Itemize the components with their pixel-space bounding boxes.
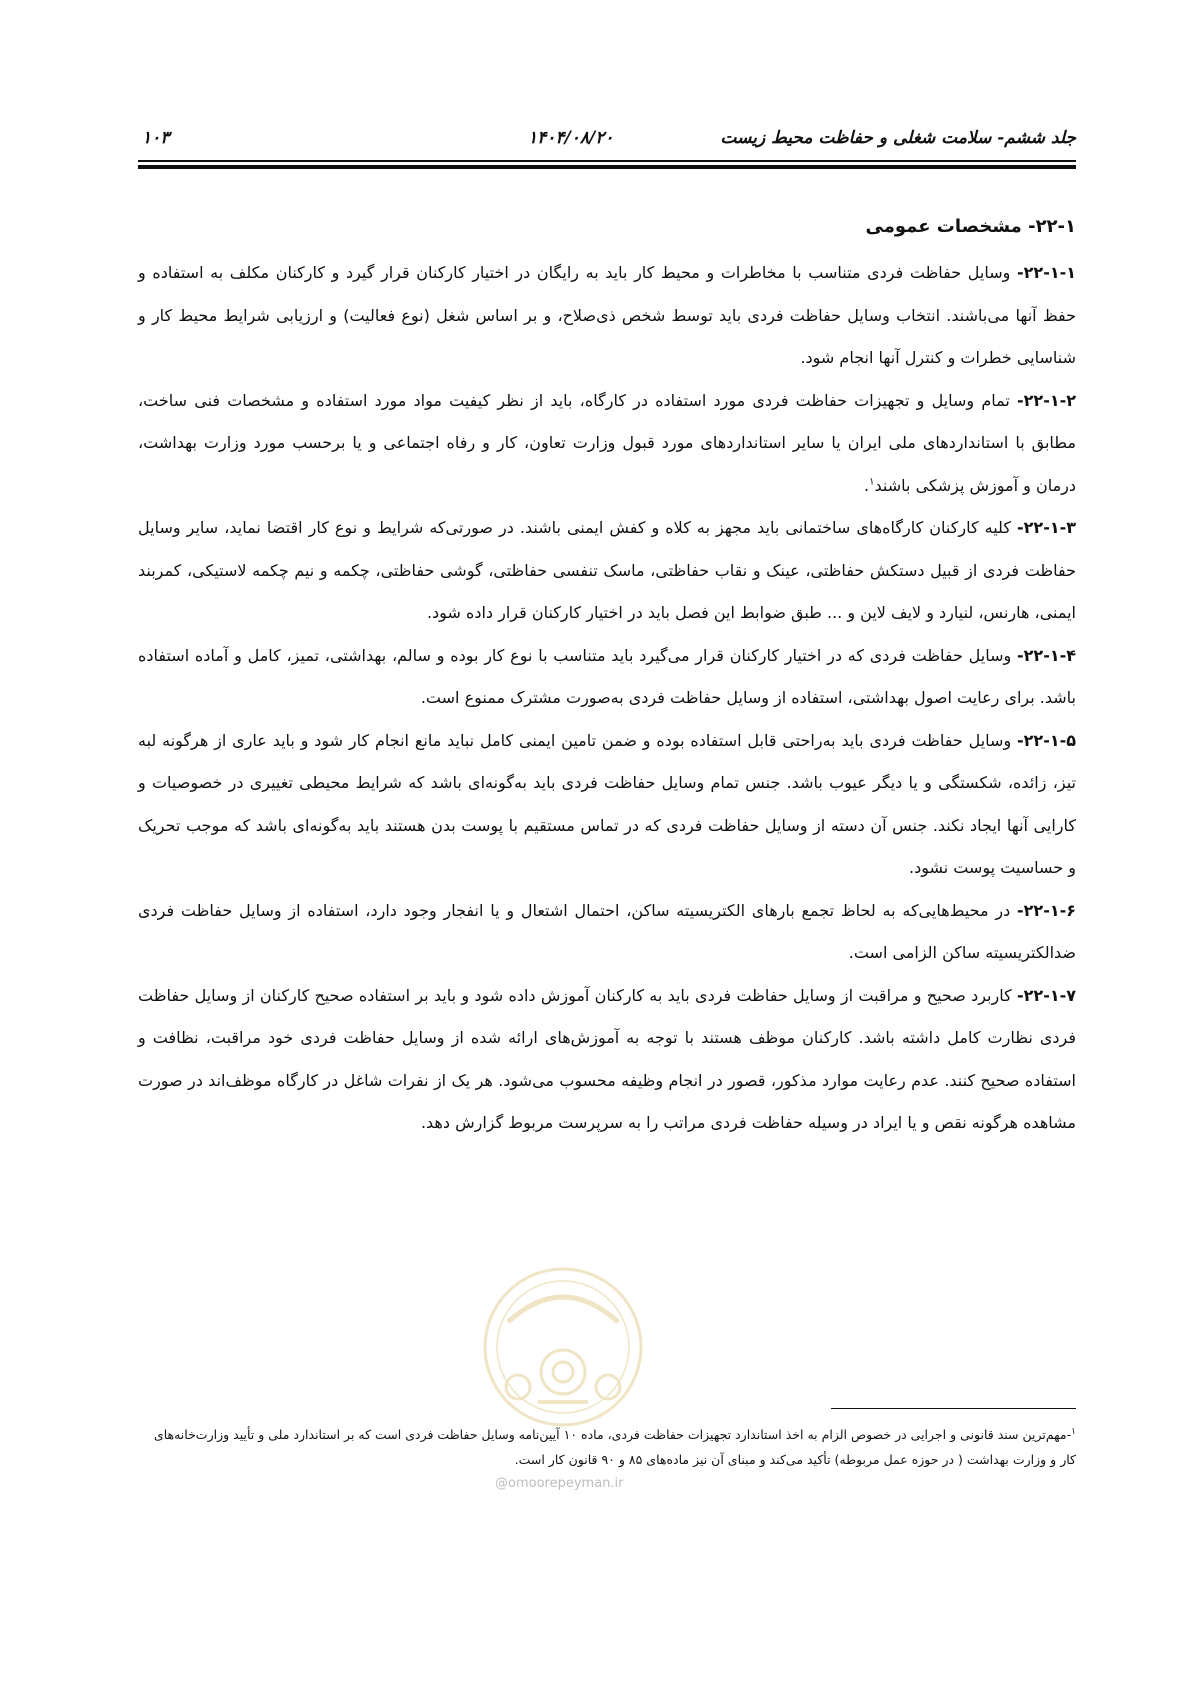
header-title: جلد ششم- سلامت شغلی و حفاظت محیط زیست [720,128,1076,148]
clause-number: ۲۲-۱-۴- [1017,645,1076,665]
clause-number: ۲۲-۱-۶- [1017,900,1076,920]
header-rule-thin [138,160,1076,162]
clause-number: ۲۲-۱-۱- [1017,263,1076,282]
page-number: ۱۰۳ [142,128,170,148]
clause-text: کلیه کارکنان کارگاه‌های ساختمانی باید مجهز به کلاه و کفش ایمنی باشند. در صورتی‌که شرایط و نوع کار اقتضا نماید، سایر وسایل حفاظت فردی از قبیل دستکش حفاظتی، عینک و نقاب حفاظتی، ماسک تنفسی حفاظتی، گوشی حفاظتی، چکمه و نیم چکمه لاستیکی، کمربند ایمنی، هارنس، لنیارد و لایف لاین و ... طبق ضوابط این فصل باید در اختیار کارکنان قرار داده شود. [138,518,1076,622]
paragraph-7 [138,975,1076,1145]
clause-text: کاربرد صحیح و مراقبت از وسایل حفاظت فردی باید به کارکنان آموزش داده شود و باید بر استفاده صحیح کارکنان از وسایل حفاظت فردی نظارت کامل داشته باشد. کارکنان موظف هستند با توجه به آموزش‌های ارائه شده از وسایل حفاظت فردی خود مراقبت، نظافت و استفاده صحیح کنند. عدم رعایت موارد مذکور، قصور در انجام وظیفه محسوب می‌شود. هر یک از نفرات شاغل در کارگاه موظف‌اند در صورت مشاهده هرگونه نقص و یا ایراد در وسیله حفاظت فردی مراتب را به سرپرست مربوط گزارش دهد. [138,985,1076,1132]
clause-text: وسایل حفاظت فردی که در اختیار کارکنان قرار می‌گیرد باید متناسب با نوع کار بوده و سالم، بهداشتی، تمیز، کامل و آماده استفاده باشد. برای رعایت اصول بهداشتی، استفاده از وسایل حفاظت فردی به‌صورت مشترک ممنوع است. [138,645,1076,707]
watermark-url: @omoorepeyman.ir [495,1476,624,1491]
footnote-rule [831,1408,1076,1409]
clause-text: وسایل حفاظت فردی باید به‌راحتی قابل استفاده بوده و ضمن تامین ایمنی کامل نباید مانع انجام کار شود و باید عاری از هرگونه لبه تیز، زائده، شکستگی و یا دیگر عیوب باشد. جنس تمام وسایل حفاظت فردی باید به‌گونه‌ای باشد که شرایط محیطی تغییری در خصوصیات و کارایی آنها ایجاد نکند. جنس آن دسته از وسایل حفاظت فردی که در تماس مستقیم با پوست بدن هستند باید به‌گونه‌ای باشد که موجب تحریک و حساسیت پوست نشود. [138,730,1076,877]
section-heading: ۲۲-۱- مشخصات عمومی [865,216,1076,237]
page-header [138,128,1076,158]
paragraph-5 [138,720,1076,890]
footnote-mark: ۱ [1071,1426,1076,1437]
footnote [138,1422,1076,1472]
paragraph-2: ۲۲-۱-۲- تمام وسایل و تجهیزات حفاظت فردی مورد استفاده در کارگاه، باید از نظر کیفیت مواد مورد استفاده و مشخصات فنی ساخت، مطابق با استانداردهای ملی ایران یا سایر استانداردهای مورد قبول وزارت تعاون، کار و رفاه اجتماعی و یا برحسب مورد وزارت بهداشت، درمان و آموزش پزشکی باشند$^۱$. [138,390,1076,495]
clause-text: در محیط‌هایی‌که به لحاظ تجمع بارهای الکتریسیته ساکن، احتمال اشتعال و یا انفجار وجود دارد، استفاده از وسایل حفاظت فردی ضدالکتریسیته ساکن الزامی است. [138,900,1076,962]
header-date: ۱۴۰۴/۰۸/۲۰ [528,128,614,148]
footnote-reference[interactable]: ۱ [869,476,875,488]
clause-text: وسایل حفاظت فردی متناسب با مخاطرات و محیط کار باید به رایگان در اختیار کارکنان قرار گیرد و کارکنان مکلف به استفاده و حفظ آنها می‌باشند. انتخاب وسایل حفاظت فردی باید توسط شخص ذی‌صلاح، و بر اساس شغل (نوع فعالیت) و ارزیابی شرایط محیط کار و شناسایی خطرات و کنترل آنها انجام شود. [138,263,1076,367]
paragraph-6 [138,890,1076,975]
clause-number: ۲۲-۱-۵- [1017,730,1076,750]
footnote-text: -مهم‌ترین سند قانونی و اجرایی در خصوص الزام به اخذ استاندارد تجهیزات حفاظت فردی، ماده ۱۰ آیین‌نامه وسایل حفاظت فردی است که بر استاندارد ملی و تأیید وزارت‌خانه‌های کار و وزارت بهداشت ( در حوزه عمل مربوطه) تأکید می‌کند و مبنای آن نیز ماده‌های ۸۵ و ۹۰ قانون کار است. [153,1427,1076,1467]
clause-number: ۲۲-۱-۲- [1017,390,1076,410]
paragraph-3 [138,507,1076,635]
main-content [138,212,1076,1145]
watermark-logo-icon [478,1262,648,1432]
clause-number: ۲۲-۱-۳- [1017,518,1076,537]
clause-text: تمام وسایل و تجهیزات حفاظت فردی مورد استفاده در کارگاه، باید از نظر کیفیت مواد مورد استفاده و مشخصات فنی ساخت، مطابق با استانداردهای ملی ایران یا سایر استانداردهای مورد قبول وزارت تعاون، کار و رفاه اجتماعی و یا برحسب مورد وزارت بهداشت، درمان و آموزش پزشکی باشند [138,390,1076,495]
paragraph-4 [138,635,1076,720]
paragraph-1 [138,252,1076,380]
header-rule-thick [138,165,1076,169]
clause-number: ۲۲-۱-۷- [1017,985,1076,1005]
